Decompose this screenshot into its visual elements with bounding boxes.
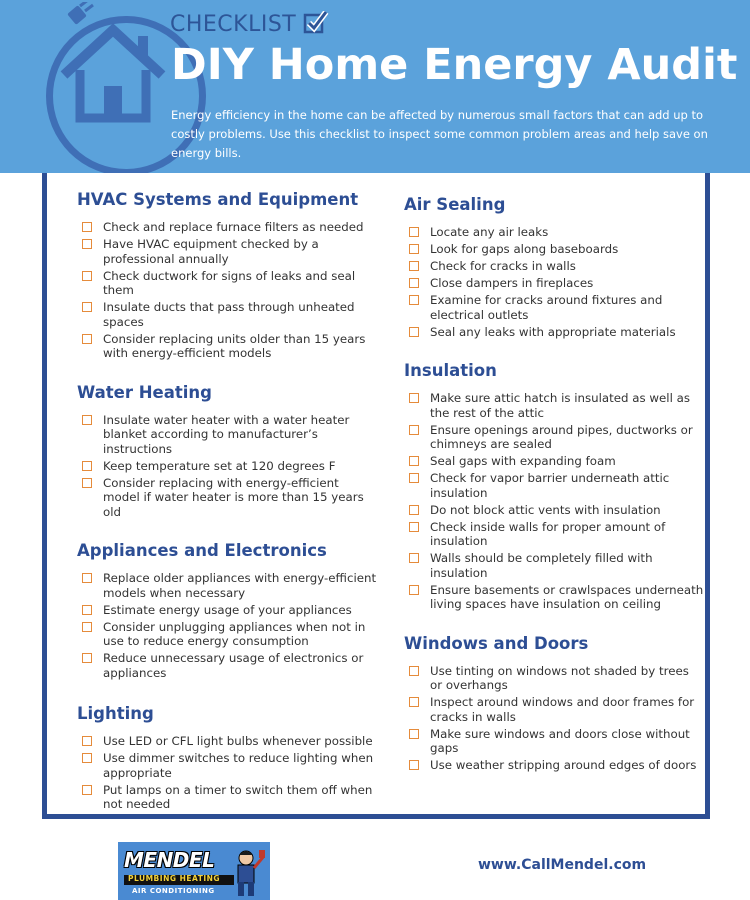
checklist <box>404 391 704 612</box>
checklist-item-text: Check and replace furnace filters as needed <box>103 220 364 234</box>
checklist-item <box>404 471 704 500</box>
section-air-sealing <box>404 195 704 339</box>
checkbox[interactable] <box>409 244 419 254</box>
header-banner <box>0 0 750 173</box>
checklist-item-text: Walls should be completely filled with insulation <box>430 551 653 580</box>
right-column <box>404 195 704 791</box>
checkbox[interactable] <box>409 278 419 288</box>
checklist-item <box>404 454 704 469</box>
logo-subtitle-2: AIR CONDITIONING <box>132 887 215 895</box>
section-title: Air Sealing <box>404 195 506 214</box>
logo-subtitle: PLUMBING HEATING <box>128 874 221 883</box>
checkbox[interactable] <box>409 261 419 271</box>
checkbox[interactable] <box>409 393 419 403</box>
checkbox[interactable] <box>409 585 419 595</box>
checklist-item-text: Insulate water heater with a water heater blanket according to manufacturer’s instructions <box>103 412 350 456</box>
checklist <box>404 664 704 773</box>
checkbox[interactable] <box>409 327 419 337</box>
checkbox[interactable] <box>409 425 419 435</box>
checkbox[interactable] <box>82 753 92 763</box>
checklist-item-text: Close dampers in fireplaces <box>430 276 594 290</box>
checkbox[interactable] <box>409 295 419 305</box>
checklist-item <box>404 225 704 240</box>
checklist-label: CHECKLIST <box>170 12 297 37</box>
checklist-item <box>404 391 704 420</box>
checkbox[interactable] <box>409 553 419 563</box>
checklist-item-text: Look for gaps along baseboards <box>430 242 619 256</box>
checklist-item-text: Consider replacing units older than 15 years with energy-efficient models <box>103 331 366 360</box>
checklist-item-text: Locate any air leaks <box>430 225 549 239</box>
checklist-item-text: Replace older appliances with energy-efficient models when necessary <box>103 571 377 600</box>
checklist-item <box>77 269 377 298</box>
section-title: Windows and Doors <box>404 633 589 653</box>
checkbox[interactable] <box>409 760 419 770</box>
checklist-item <box>404 503 704 518</box>
checklist-item-text: Do not block attic vents with insulation <box>430 502 661 517</box>
checklist-item-text: Have HVAC equipment checked by a professional annually <box>103 237 319 266</box>
section-windows-doors <box>404 634 704 773</box>
checklist-item <box>404 727 704 756</box>
checklist <box>404 225 704 339</box>
checkbox[interactable] <box>409 697 419 707</box>
checkbox[interactable] <box>409 505 419 515</box>
checklist <box>77 734 377 812</box>
checklist-item <box>404 259 704 274</box>
section-lighting <box>77 704 377 812</box>
section-title: Lighting <box>77 704 154 723</box>
checkbox[interactable] <box>82 302 92 312</box>
checkbox[interactable] <box>82 271 92 281</box>
checklist-item-text: Check for cracks in walls <box>430 259 576 273</box>
checklist-item <box>77 783 377 812</box>
section-title: Appliances and Electronics <box>77 541 327 560</box>
checklist-item <box>77 571 377 600</box>
checklist-item-text: Use weather stripping around edges of doors <box>430 758 697 772</box>
checklist-item-text: Consider unplugging appliances when not in use to reduce energy consumption <box>103 619 366 648</box>
checklist-item <box>77 413 377 457</box>
checklist-item <box>77 300 377 329</box>
checklist-item <box>77 603 377 618</box>
checklist-item-text: Seal gaps with expanding foam <box>430 454 616 468</box>
checklist-item <box>77 237 377 266</box>
checklist-item <box>77 651 377 680</box>
company-logo[interactable] <box>118 842 270 900</box>
checklist-item <box>77 751 377 780</box>
house-icon <box>58 20 168 130</box>
checklist-item-text: Ensure basements or crawlspaces underneath living spaces have insulation on ceiling <box>430 582 704 611</box>
website-link[interactable]: www.CallMendel.com <box>478 857 647 873</box>
checkbox[interactable] <box>82 239 92 249</box>
checklist-item <box>404 293 704 322</box>
section-title: Water Heating <box>77 382 212 402</box>
checklist-item-text: Insulate ducts that pass through unheated spaces <box>103 300 355 329</box>
checklist <box>77 413 377 520</box>
checklist <box>77 220 377 361</box>
checklist-item-text: Make sure attic hatch is insulated as well as the rest of the attic <box>430 391 690 420</box>
plumber-mascot-icon <box>230 848 266 898</box>
checkbox[interactable] <box>82 573 92 583</box>
checklist-item <box>77 476 377 520</box>
section-title: HVAC Systems and Equipment <box>77 190 359 209</box>
checkbox[interactable] <box>82 222 92 232</box>
checklist-item-text: Check ductwork for signs of leaks and seal them <box>103 268 356 297</box>
checklist-item-text: Check for vapor barrier underneath attic insulation <box>430 471 670 500</box>
checkbox[interactable] <box>82 605 92 615</box>
checklist-item <box>77 220 377 235</box>
checklist-item-text: Consider replacing with energy-efficient model if water heater is more than 15 years old <box>103 475 364 519</box>
checklist-item <box>404 325 704 340</box>
checklist-item-text: Use tinting on windows not shaded by trees or overhangs <box>430 663 689 692</box>
checklist-item <box>404 276 704 291</box>
checkbox[interactable] <box>82 736 92 746</box>
checklist-item-text: Keep temperature set at 120 degrees F <box>103 458 336 473</box>
checkbox[interactable] <box>82 334 92 344</box>
checklist-item <box>404 695 704 724</box>
checklist-item-text: Put lamps on a timer to switch them off when not needed <box>103 782 373 811</box>
section-hvac <box>77 190 377 361</box>
checklist-item-text: Reduce unnecessary usage of electronics or appliances <box>103 651 364 680</box>
section-insulation <box>404 361 704 612</box>
checkbox[interactable] <box>409 456 419 466</box>
checkbox[interactable] <box>409 522 419 532</box>
checkbox[interactable] <box>409 729 419 739</box>
checkbox[interactable] <box>409 473 419 483</box>
checklist-item <box>404 423 704 452</box>
checkbox[interactable] <box>409 666 419 676</box>
logo-name: MENDEL <box>124 848 215 872</box>
checklist-item-text: Ensure openings around pipes, ductworks or chimneys are sealed <box>430 422 693 451</box>
checklist-item <box>404 551 704 580</box>
checkbox[interactable] <box>82 415 92 425</box>
checkbox[interactable] <box>82 653 92 663</box>
checklist-item <box>404 583 704 612</box>
checkbox-check-icon <box>303 11 329 35</box>
checklist-item <box>77 734 377 749</box>
checkbox[interactable] <box>82 785 92 795</box>
checkbox[interactable] <box>82 461 92 471</box>
checkbox[interactable] <box>82 478 92 488</box>
checklist-item <box>77 332 377 361</box>
checklist-item-text: Estimate energy usage of your appliances <box>103 602 352 617</box>
section-water-heating <box>77 383 377 520</box>
section-title: Insulation <box>404 361 497 380</box>
checklist-item <box>77 620 377 649</box>
checkbox[interactable] <box>82 622 92 632</box>
checklist-item-text: Use dimmer switches to reduce lighting when appropriate <box>103 751 374 780</box>
checklist-item-text: Examine for cracks around fixtures and electrical outlets <box>430 293 663 322</box>
checklist-item-text: Inspect around windows and door frames for cracks in walls <box>430 695 695 724</box>
checklist-item-text: Use LED or CFL light bulbs whenever possible <box>103 734 373 748</box>
section-appliances <box>77 541 377 680</box>
checklist-item <box>404 758 704 773</box>
checklist-item-text: Seal any leaks with appropriate materials <box>430 324 676 339</box>
checklist-item <box>404 664 704 693</box>
page-title: DIY Home Energy Audit <box>171 40 738 90</box>
left-column <box>77 190 377 830</box>
checklist-item-text: Check inside walls for proper amount of insulation <box>430 519 666 548</box>
checkbox[interactable] <box>409 227 419 237</box>
checklist-item <box>404 520 704 549</box>
checklist-item-text: Make sure windows and doors close without gaps <box>430 726 690 755</box>
intro-text: Energy efficiency in the home can be affected by numerous small factors that can add up to costly problems. Use this checklist to inspect some common problem areas and help save on energy bills. <box>171 108 708 160</box>
checklist <box>77 571 377 680</box>
checklist-item <box>77 459 377 474</box>
checklist-item <box>404 242 704 257</box>
